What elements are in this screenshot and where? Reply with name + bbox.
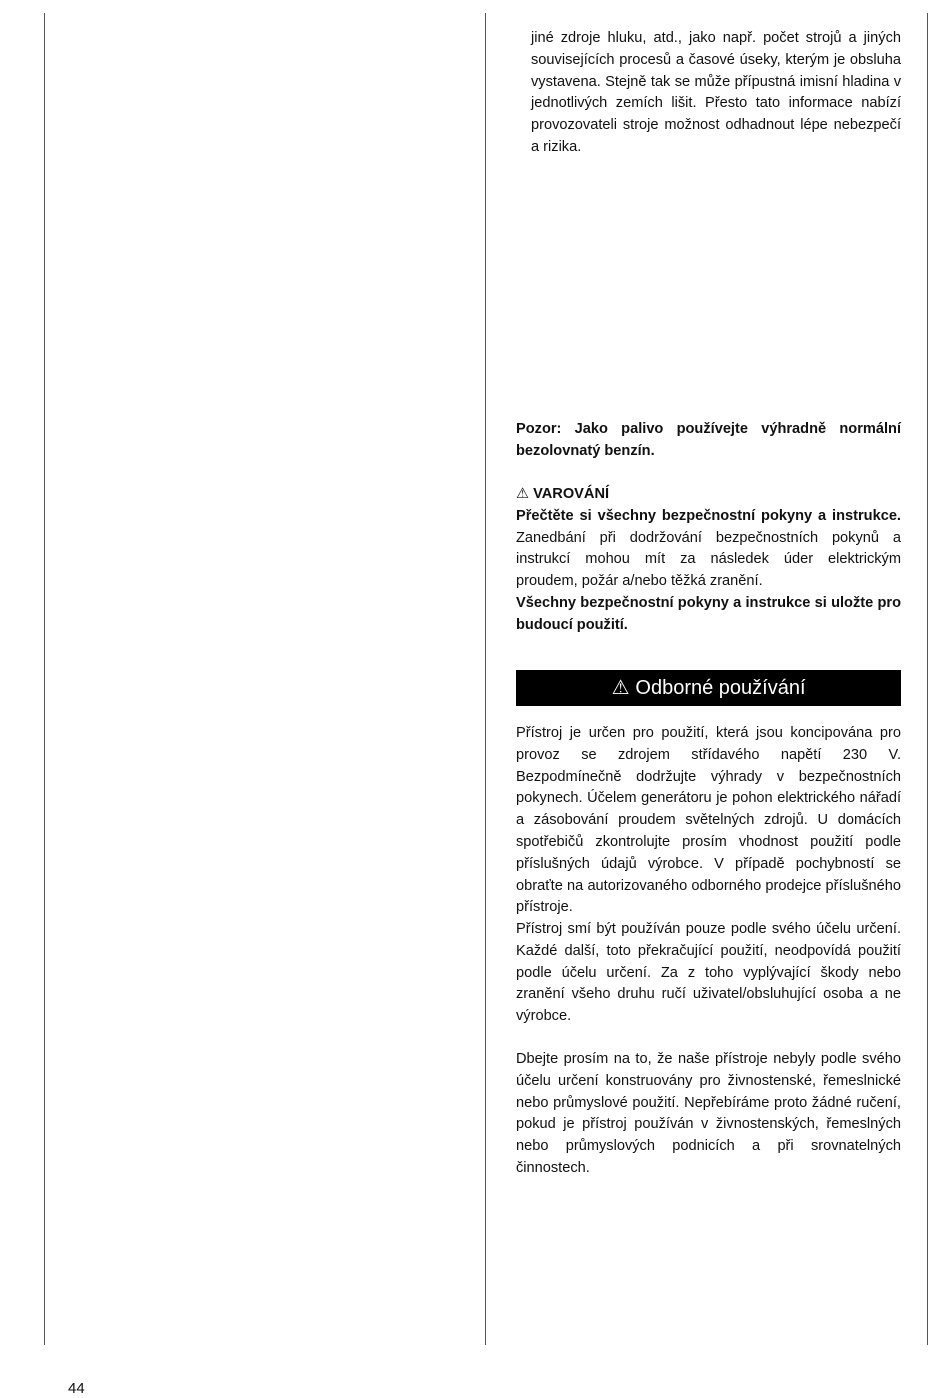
- warning-triangle-icon: ⚠: [516, 486, 530, 502]
- use-paragraph: Přístroj smí být používán pouze podle svého účelu určení. Každé další, toto překračující použití, neodpovídá použití podle účelu určení. Za z toho vyplývající škody nebo zranění všeho druhu ručí uživatel/obsluhující osoba a ne výrobce.: [516, 921, 901, 1025]
- warning-triangle-icon: ⚠: [611, 677, 630, 699]
- warning-block: [516, 484, 901, 637]
- right-column-rule: [927, 13, 928, 1345]
- warning-lead: Přečtěte si všechny bezpečnostní pokyny a instrukce.: [516, 507, 901, 524]
- warning-closing: Všechny bezpečnostní pokyny a instrukce si uložte pro budoucí použití.: [516, 594, 901, 633]
- use-paragraph: Dbejte prosím na to, že naše přístroje nebyly podle svého účelu určení konstruovány pro živnostenské, řemeslnické nebo průmyslové použití. Nepřebíráme proto žádné ručení, pokud je přístroj používán v živnostenských, řemeslných nebo průmyslových podnicích a při srovnatelných činnostech.: [516, 1051, 901, 1176]
- warning-title: VAROVÁNÍ: [533, 486, 610, 502]
- section-title: Odborné používání: [635, 677, 806, 699]
- noise-paragraph: jiné zdroje hluku, atd., jako např. počet strojů a jiných souvisejících procesů a časové úseky, kterým je obsluha vystavena. Stejně tak se může přípustná imisní hladina v jednotlivých zemích lišit. Přesto tato informace nabízí provozovateli stroje možnost odhadnout lépe nebezpečí a rizika.: [531, 30, 901, 155]
- section-heading: [516, 670, 901, 706]
- middle-column-rule: [485, 13, 486, 1345]
- page-number: 44: [68, 1380, 85, 1397]
- warning-text: [516, 506, 901, 593]
- warning-body: Zanedbání při dodržování bezpečnostních pokynů a instrukcí mohou mít za následek úder elektrickým proudem, požár a/nebo těžká zranění.: [516, 529, 901, 590]
- use-paragraph: Přístroj je určen pro použití, která jsou koncipována pro provoz se zdrojem střídavého napětí 230 V. Bezpodmínečně dodržujte výhrady v bezpečnostních pokynech. Účelem generátoru je pohon elektrického nářadí a zásobování proudem světelných zdrojů. U domácích spotřebičů zkontrolujte prosím vhodnost použití podle příslušných údajů výrobce. V případě pochybností se obraťte na autorizovaného odborného prodejce příslušného přístroje.: [516, 725, 901, 916]
- left-column-rule: [44, 13, 45, 1345]
- fuel-notice: Pozor: Jako palivo používejte výhradně normální bezolovnatý benzín.: [516, 421, 901, 459]
- warning-title-line: [516, 484, 901, 506]
